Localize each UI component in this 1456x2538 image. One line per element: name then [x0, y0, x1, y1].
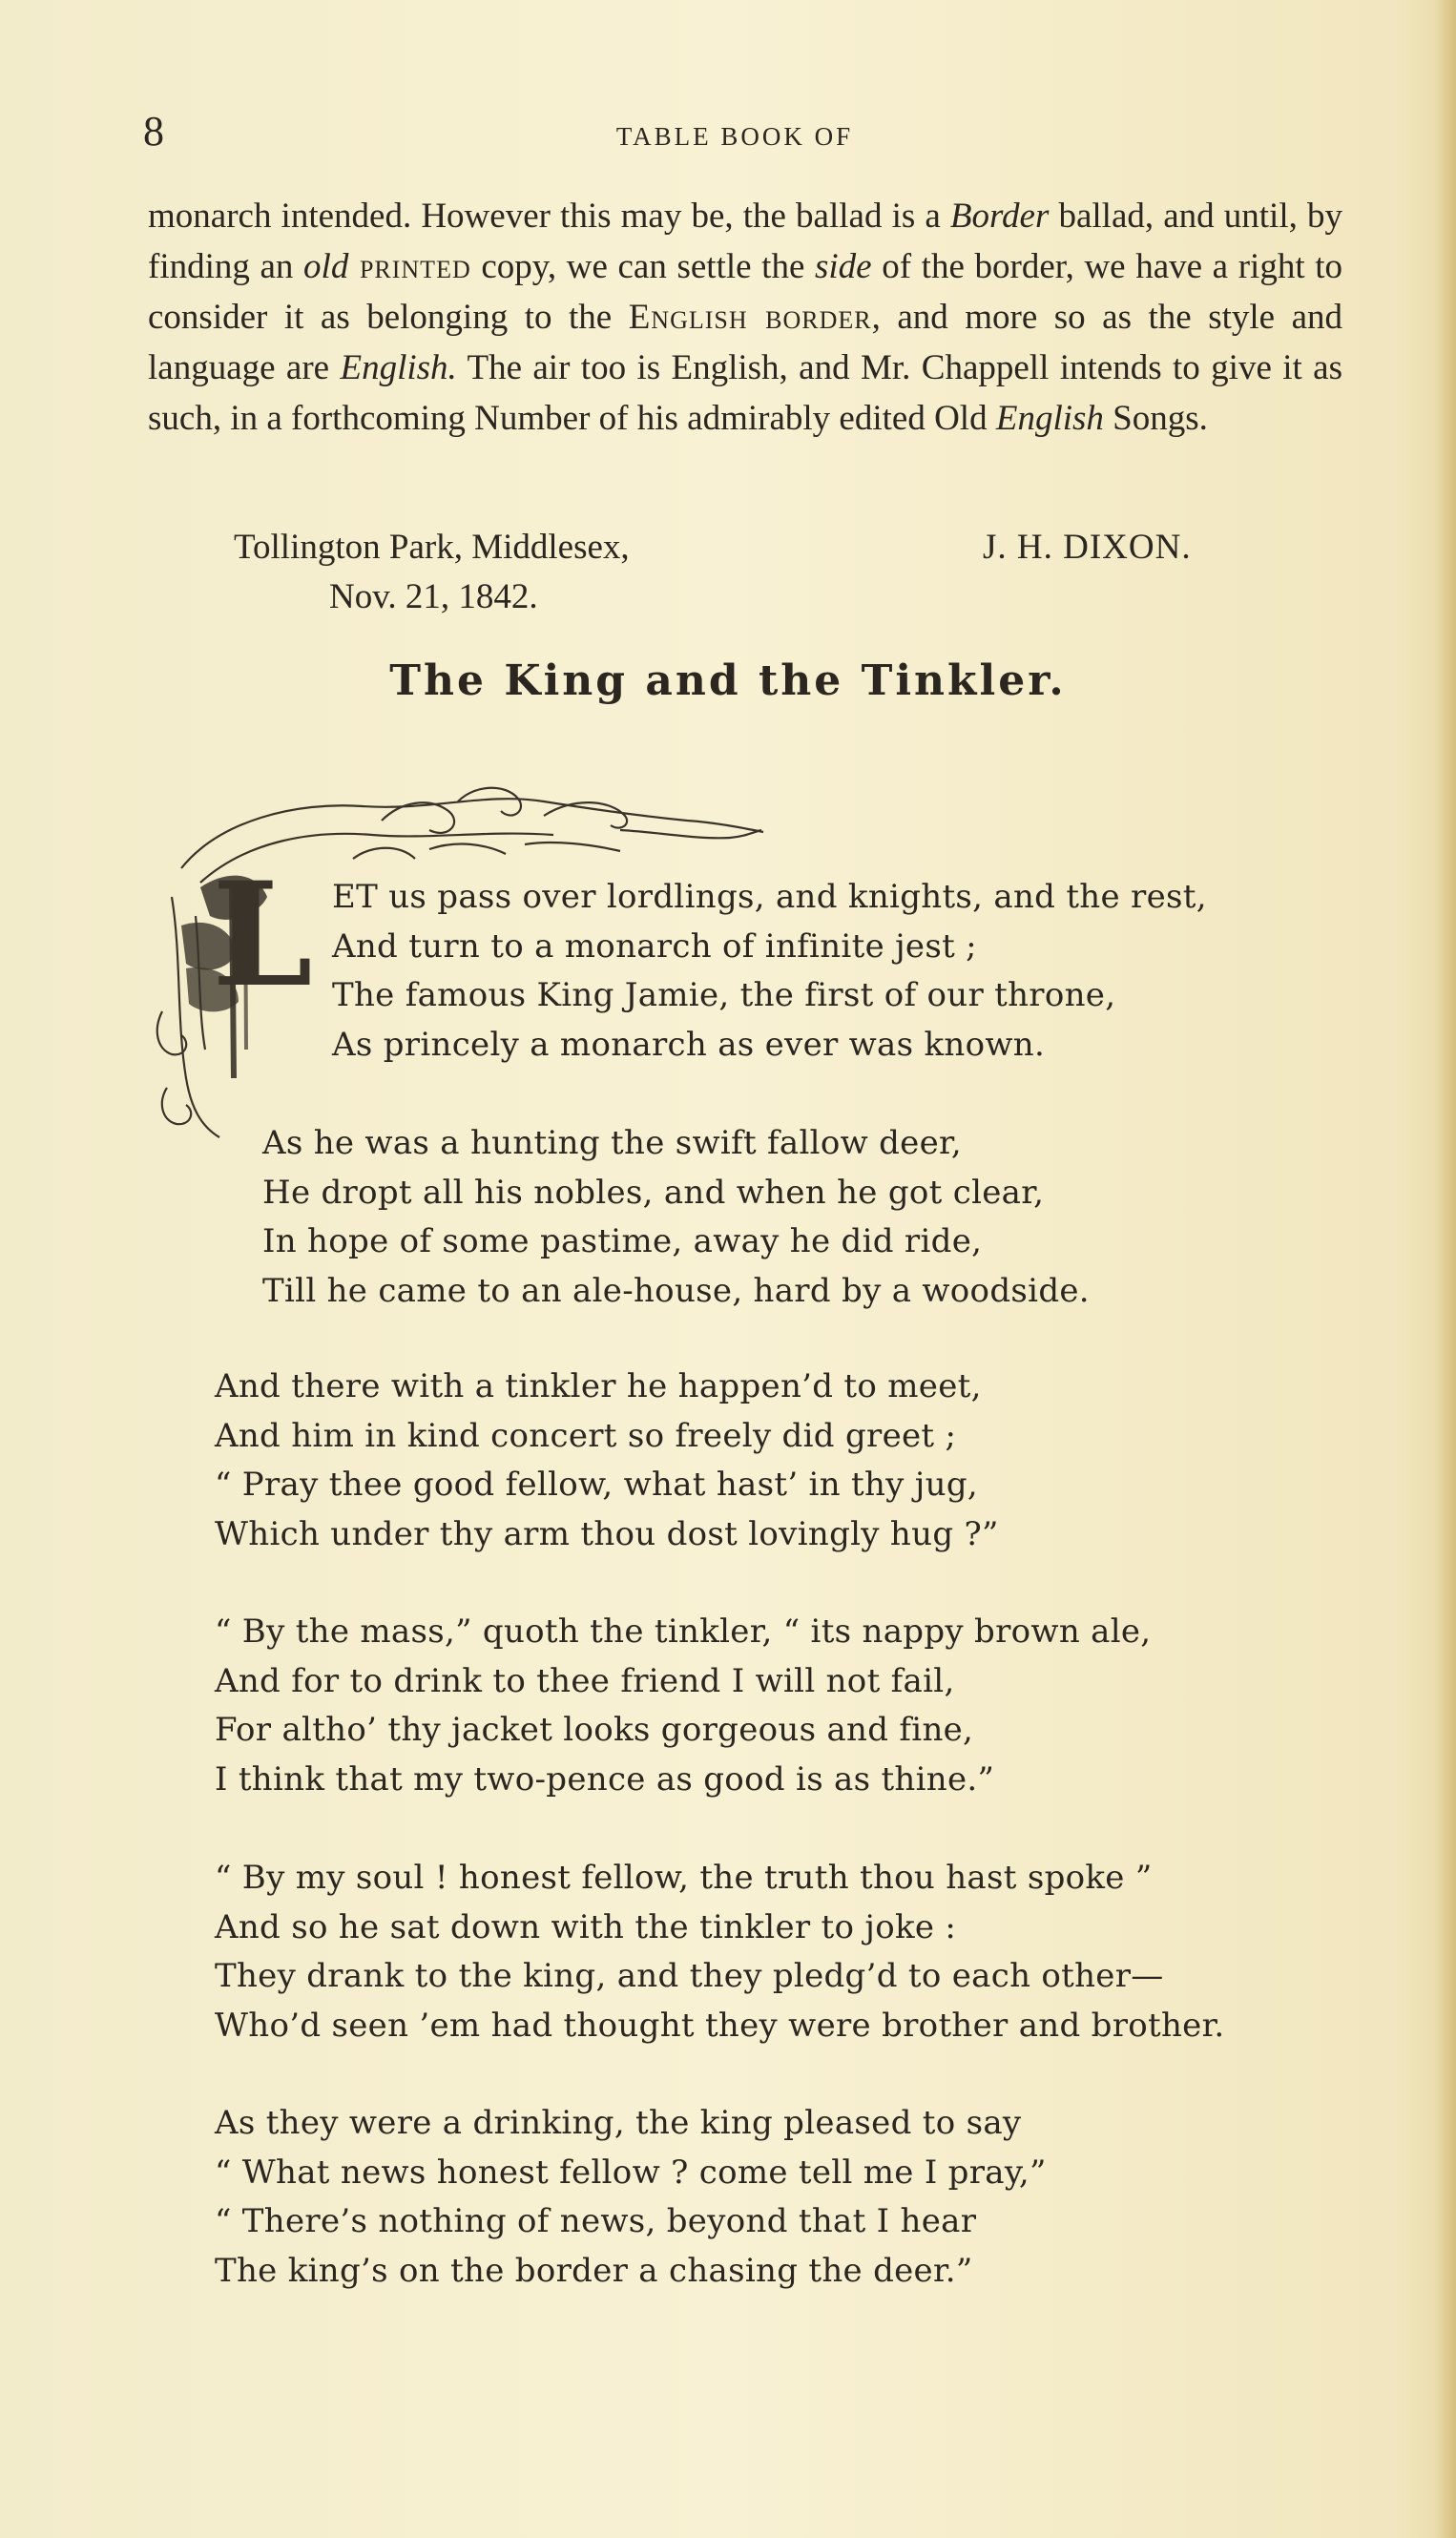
poem-line: And there with a tinkler he happen’d to meet, — [215, 1367, 982, 1405]
running-head: TABLE BOOK OF — [615, 122, 854, 151]
poem-stanza-4 — [215, 1608, 1151, 1804]
poem-line: As they were a drinking, the king pleased to say — [215, 2104, 1022, 2142]
signature-place: Tollington Park, Middlesex, — [234, 528, 630, 567]
poem-line: And so he sat down with the tinkler to joke : — [215, 1907, 957, 1946]
poem-line: Who’d seen ’em had thought they were brother and brother. — [215, 2006, 1225, 2045]
poem-line: He dropt all his nobles, and when he got clear, — [262, 1173, 1045, 1212]
poem-line: “ There’s nothing of news, beyond that I hear — [215, 2202, 977, 2240]
poem-line: The famous King Jamie, the first of our throne, — [332, 976, 1116, 1014]
poem-line: “ Pray thee good fellow, what hast’ in thy jug, — [215, 1466, 979, 1504]
poem-line: They drank to the king, and they pledg’d to each other— — [215, 1957, 1164, 1995]
poem-stanza-6 — [215, 2099, 1047, 2296]
prose-text: ballad, and until, by finding an — [148, 197, 1342, 286]
poem-stanza-2 — [262, 1119, 1090, 1316]
prose-italic: side — [815, 247, 872, 286]
prose-text: However this may be, the ballad is a — [411, 197, 950, 236]
poem-line: And for to drink to thee friend I will not fail, — [215, 1661, 955, 1700]
poem-line: Which under thy arm thou dost lovingly hug ?” — [215, 1514, 999, 1553]
poem-line: For altho’ thy jacket looks gorgeous and fine, — [215, 1711, 974, 1749]
poem-line: The king’s on the border a chasing the deer.” — [215, 2251, 973, 2290]
prose-small-caps: printed — [348, 247, 471, 286]
poem-line: “ What news honest fellow ? come tell me I pray,” — [215, 2153, 1047, 2192]
prose-italic: Border — [949, 197, 1050, 236]
prose-text: monarch intended. — [148, 197, 412, 236]
signature-date: Nov. 21, 1842. — [329, 577, 538, 616]
poem-line: “ By my soul ! honest fellow, the truth thou hast spoke ” — [215, 1859, 1153, 1897]
prose-italic: old — [303, 247, 349, 286]
poem-line: ET us pass over lordlings, and knights, and the rest, — [332, 878, 1207, 916]
page-header — [143, 107, 1326, 164]
poem-stanza-5 — [215, 1854, 1225, 2050]
prose-text: Songs. — [1103, 399, 1208, 438]
prose-italic: English — [995, 399, 1104, 438]
page-number: 8 — [143, 108, 164, 155]
poem-line: I think that my two-pence as good is as thine.” — [215, 1759, 995, 1799]
prose-text: The air too is English, and Mr. Chappell intends to give it as such, in a forthcoming Number of his admirably edited Old — [148, 348, 1342, 438]
prose-text: of the border, we have a right to consider it as belonging to the — [148, 247, 1342, 337]
poem-line: As he was a hunting the swift fallow deer, — [262, 1124, 962, 1162]
poem-line: And him in kind concert so freely did greet ; — [215, 1416, 957, 1455]
prose-italic: English. — [340, 348, 457, 387]
signature-author: J. H. DIXON. — [983, 528, 1192, 567]
poem-stanza-3 — [215, 1363, 999, 1559]
poem-line: And turn to a monarch of infinite jest ; — [332, 926, 977, 966]
prose-text: , and more so as the style and language are — [148, 298, 1342, 387]
poem-line: As princely a monarch as ever was known. — [332, 1025, 1046, 1064]
poem-line: “ By the mass,” quoth the tinkler, “ its nappy brown ale, — [215, 1612, 1152, 1651]
prose-text: copy, we can settle the — [470, 247, 815, 286]
poem-line: Till he came to an ale-house, hard by a woodside. — [262, 1271, 1090, 1310]
drop-cap-initial: L — [212, 851, 313, 1019]
intro-paragraph — [148, 191, 1342, 444]
poem-line: In hope of some pastime, away he did ride, — [262, 1222, 983, 1260]
poem-title: The King and the Tinkler. — [389, 656, 1067, 705]
prose-small-caps: English border — [628, 298, 872, 337]
page-edge-shadow — [1435, 0, 1456, 2538]
poem-stanza-1 — [332, 873, 1207, 1070]
